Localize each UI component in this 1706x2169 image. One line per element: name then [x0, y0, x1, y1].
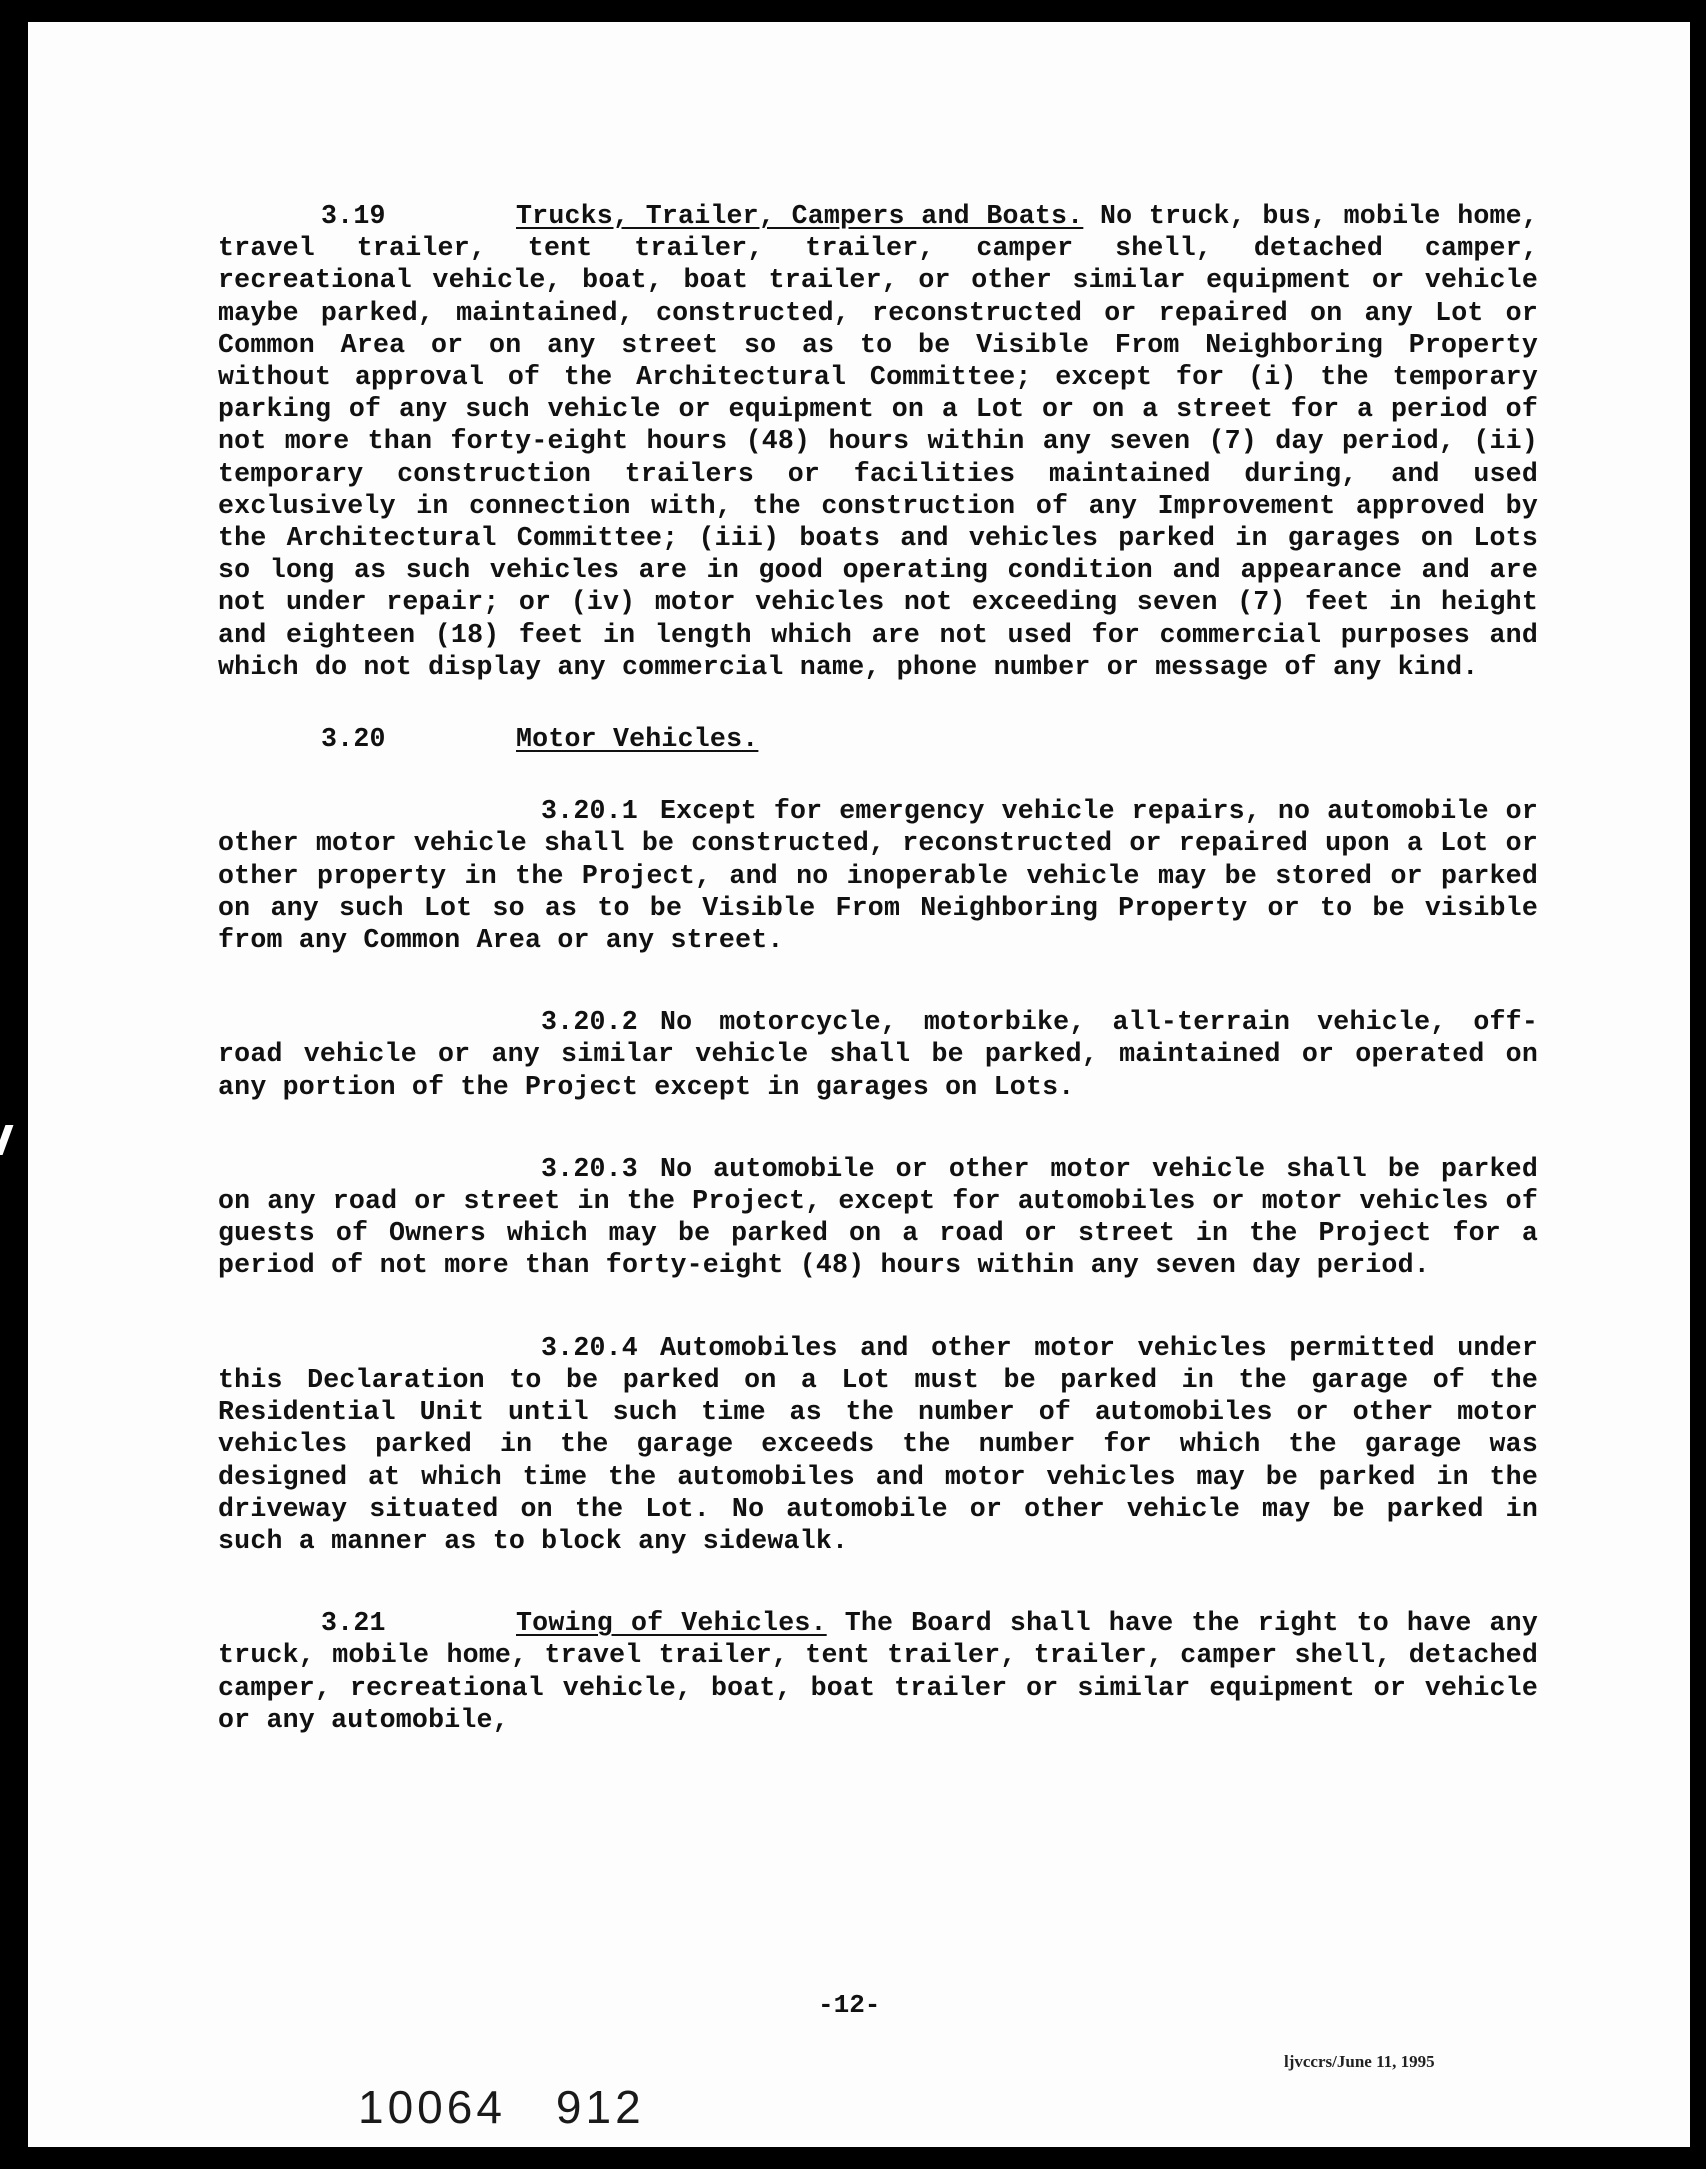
document-stamp: ljvccrs/June 11, 1995 — [1284, 2052, 1435, 2071]
section-3-19 — [218, 200, 1538, 683]
section-heading: Trucks, Trailer, Campers and Boats. — [516, 201, 1084, 231]
scan-artifact — [0, 1125, 13, 1155]
subsection-body: Except for emergency vehicle repairs, no automobile or other motor vehicle shall be constructed, reconstructed or repaired upon a Lot or other property in the Project, and no inoperable vehicle may be stored or parked on any such Lot so as to be Visible From Neighboring Property or to be visible from any Common Area or any street. — [218, 796, 1538, 956]
subsection-number: 3.20.4 — [541, 1332, 638, 1363]
section-number: 3.21 — [321, 1608, 386, 1639]
section-body: No truck, bus, mobile home, travel trailer, tent trailer, trailer, camper shell, detached camper, recreational vehicle, boat, boat trailer, or other similar equipment or vehicle maybe parked, maintained, constructed, reconstructed or repaired on any Lot or Common Area or on any street so as to be Visible From Neighboring Property without approval of the Architectural Committee; except for (i) the temporary parking of any such vehicle or equipment on a Lot or on a street for a period of not more than forty-eight hours (48) hours within any seven (7) day period, (ii) temporary construction trailers or facilities maintained during, and used exclusively in connection with, the construction of any Improvement approved by the Architectural Committee; (iii) boats and vehicles parked in garages on Lots so long as such vehicles are in good operating condition and appearance and are not under repair; or (iv) motor vehicles not exceeding seven (7) feet in height and eighteen (18) feet in length which are not used for commercial purposes and which do not display any commercial name, phone number or message of any kind. — [218, 201, 1538, 682]
section-heading: Towing of Vehicles. — [516, 1608, 827, 1639]
section-number: 3.19 — [321, 201, 386, 231]
page-number: -12- — [818, 1990, 881, 2020]
subsection-number: 3.20.3 — [541, 1153, 638, 1184]
bates-number-left: 10064 — [358, 2081, 506, 2133]
subsection-3-20-4 — [218, 1332, 1538, 1557]
bates-number-right: 912 — [555, 2081, 645, 2133]
subsection-number: 3.20.2 — [541, 1007, 638, 1038]
section-heading: Motor Vehicles. — [516, 724, 759, 755]
subsection-body: Automobiles and other motor vehicles permitted under this Declaration to be parked on a Lot must be parked in the garage of the Residential Unit until such time as the number of automobiles or other motor vehicles parked in the garage exceeds the number for which the garage was designed at which time the automobiles and motor vehicles may be parked in the driveway situated on the Lot. No automobile or other vehicle may be parked in such a manner as to block any sidewalk. — [218, 1332, 1538, 1556]
subsection-3-20-3 — [218, 1153, 1538, 1282]
document-page — [28, 22, 1690, 2147]
bates-number — [358, 2080, 645, 2134]
section-body: The Board shall have the right to have any truck, mobile home, travel trailer, tent trailer, trailer, camper shell, detached camper, recreational vehicle, boat, boat trailer or similar equipment or vehicle or any automobile, — [218, 1608, 1538, 1735]
document-body — [218, 200, 1538, 1736]
subsection-number: 3.20.1 — [541, 796, 638, 827]
section-number: 3.20 — [321, 724, 386, 755]
section-3-20 — [218, 723, 1538, 755]
section-3-21 — [218, 1607, 1538, 1736]
subsection-3-20-1 — [218, 795, 1538, 956]
subsection-3-20-2 — [218, 1006, 1538, 1103]
subsection-body: No automobile or other motor vehicle shall be parked on any road or street in the Project, except for automobiles or motor vehicles of guests of Owners which may be parked on a road or street in the Project for a period of not more than forty-eight (48) hours within any seven day period. — [218, 1153, 1538, 1281]
subsection-body: No motorcycle, motorbike, all-terrain vehicle, off-road vehicle or any similar vehicle shall be parked, maintained or operated on any portion of the Project except in garages on Lots. — [218, 1007, 1538, 1102]
